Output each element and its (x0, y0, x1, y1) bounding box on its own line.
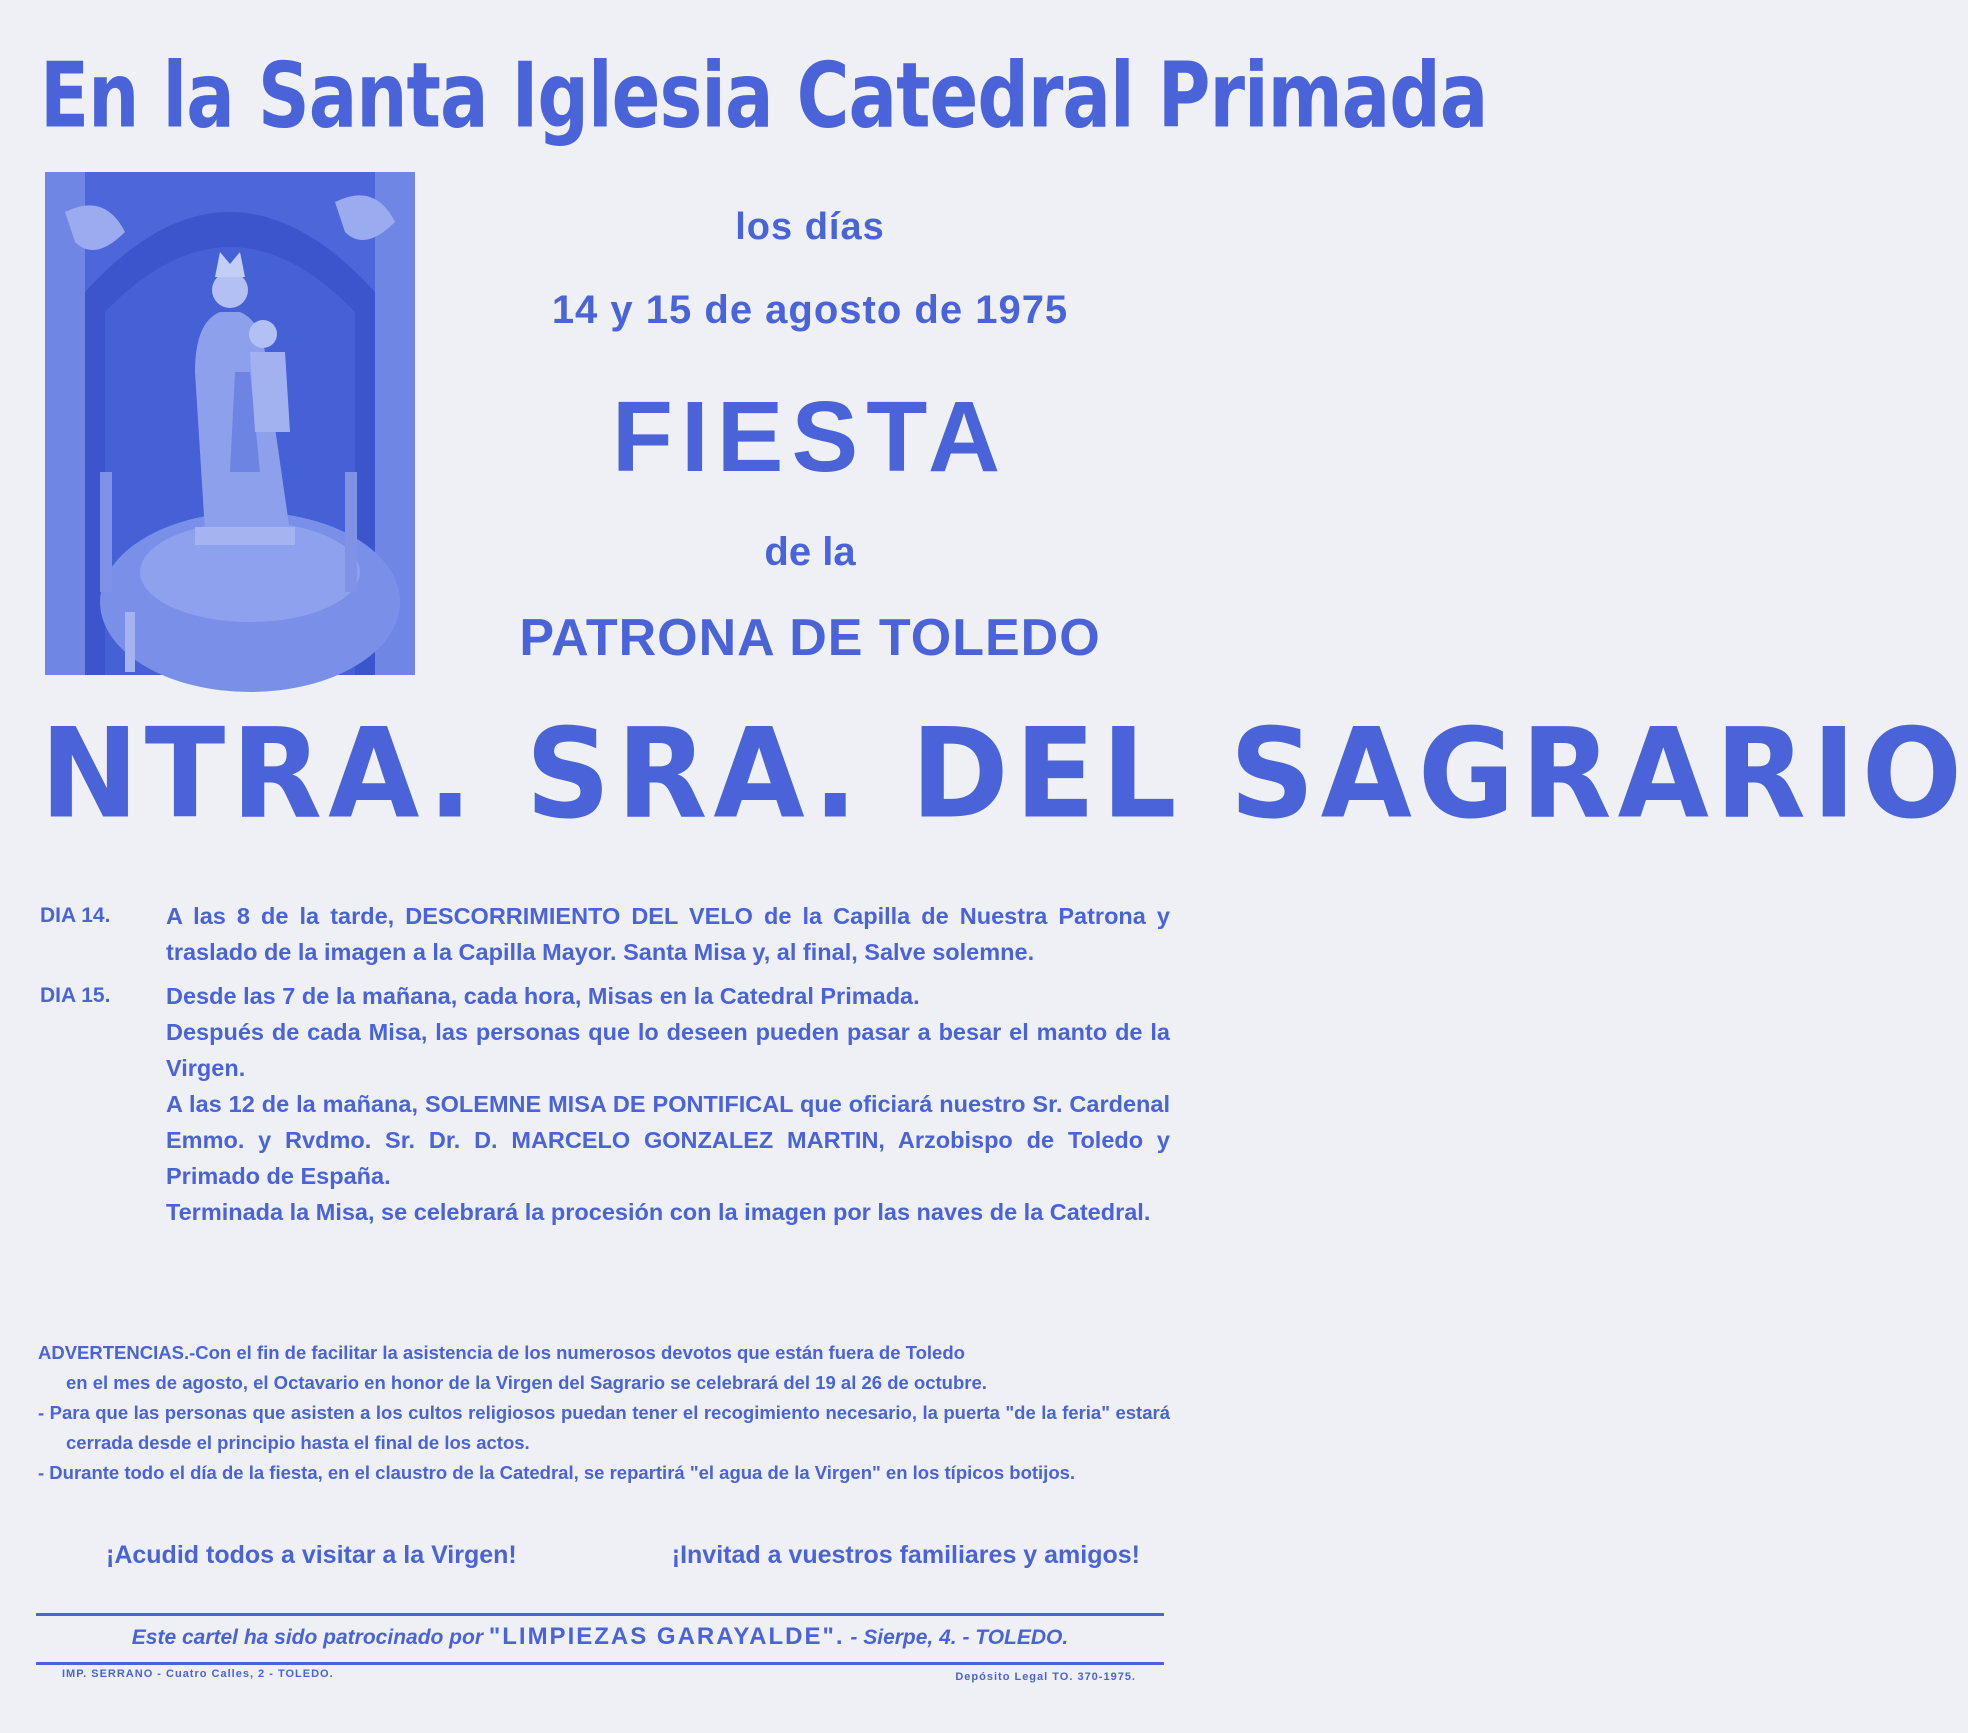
notices (38, 1338, 1170, 1488)
legal-deposit: Depósito Legal TO. 370-1975. (955, 1671, 1136, 1683)
program-paragraph: A las 8 de la tarde, DESCORRIMIENTO DEL VELO de la Capilla de Nuestra Patrona y traslado de la imagen a la Capilla Mayor. Santa Misa y, al final, Salve solemne. (166, 903, 1170, 965)
patrona-line: PATRONA DE TOLEDO (519, 609, 1101, 667)
day-text (166, 898, 1170, 970)
program-paragraph: Terminada la Misa, se celebrará la procesión con la imagen por las naves de la Catedral. (166, 1199, 1151, 1225)
sponsor-line (36, 1623, 1164, 1651)
program-paragraph: Después de cada Misa, las personas que lo deseen pueden pasar a besar el manto de la Virgen. (166, 1019, 1170, 1081)
day-label: DIA 15. (40, 984, 111, 1007)
days-line: los días (735, 206, 885, 248)
printer-credit: IMP. SERRANO - Cuatro Calles, 2 - TOLEDO. (62, 1668, 334, 1680)
dates-line: 14 y 15 de agosto de 1975 (551, 288, 1069, 332)
sponsor-name: "LIMPIEZAS GARAYALDE". (488, 1623, 845, 1650)
main-title: NTRA. SRA. DEL SAGRARIO (40, 701, 1968, 846)
notice-item: - Para que las personas que asisten a los cultos religiosos puedan tener el recogimiento necesario, la puerta "de la feria" estará cerrada desde el principio hasta el final de los actos. (38, 1402, 1170, 1453)
divider-top (36, 1613, 1164, 1616)
sponsor-address: - Sierpe, 4. - TOLEDO. (850, 1626, 1069, 1649)
program-day-15 (40, 978, 1170, 1230)
notice-heading: ADVERTENCIAS.-Con el fin de facilitar la asistencia de los numerosos devotos que están fuera de Toledo (38, 1342, 965, 1363)
day-label: DIA 14. (40, 904, 111, 927)
slogans (40, 1541, 1170, 1570)
slogan-left: ¡Acudid todos a visitar a la Virgen! (106, 1541, 517, 1569)
headline: En la Santa Iglesia Catedral Primada (40, 42, 1488, 148)
sponsor-pre: Este cartel ha sido patrocinado por (131, 1626, 484, 1649)
program-day-14 (40, 898, 1170, 970)
virgin-photo (45, 172, 415, 675)
notice-heading-cont: en el mes de agosto, el Octavario en honor de la Virgen del Sagrario se celebrará del 19 al 26 de octubre. (66, 1372, 987, 1393)
day-text (166, 978, 1170, 1230)
program (40, 898, 1170, 1238)
de-la-line: de la (764, 530, 856, 574)
program-paragraph: Desde las 7 de la mañana, cada hora, Misas en la Catedral Primada. (166, 983, 920, 1009)
slogan-right: ¡Invitad a vuestros familiares y amigos! (671, 1541, 1140, 1569)
fiesta-title: FIESTA (611, 381, 1009, 493)
program-paragraph: A las 12 de la mañana, SOLEMNE MISA DE PONTIFICAL que oficiará nuestro Sr. Cardenal Emmo. y Rvdmo. Sr. Dr. D. MARCELO GONZALEZ MARTIN, Arzobispo de Toledo y Primado de España. (166, 1091, 1170, 1189)
divider-bottom (36, 1662, 1164, 1665)
notice-item: - Durante todo el día de la fiesta, en el claustro de la Catedral, se repartirá "el agua de la Virgen" en los típicos botijos. (38, 1462, 1076, 1483)
